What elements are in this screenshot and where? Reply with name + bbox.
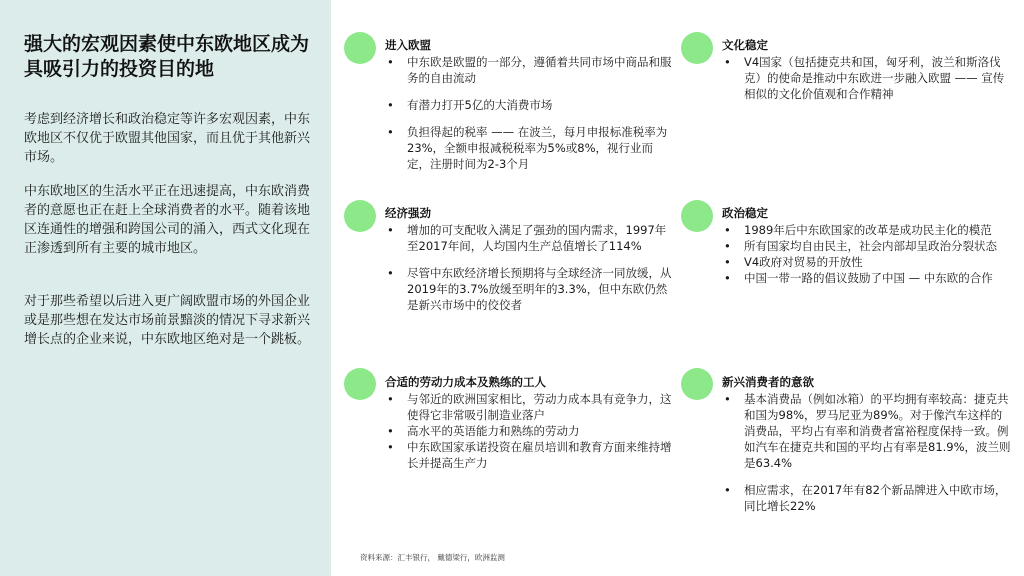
section-title: 进入欧盟 xyxy=(385,38,431,52)
eu-circle-icon xyxy=(344,32,376,64)
source-footnote: 资料来源：汇丰银行， 戴德梁行，欧洲监测 xyxy=(360,553,505,562)
list-item: • 中东欧国家承诺投资在雇员培训和教育方面来维持增长并提高生产力 xyxy=(387,440,672,470)
politics-circle-icon xyxy=(681,200,713,232)
intro-paragraph-2: 中东欧地区的生活水平正在迅速提高，中东欧消费者的意愿也正在赶上全球消费者的水平。随着该地区连通性的增强和跨国公司的涌入，西式文化现在正渗透到所有主要的城市地区。 xyxy=(24,184,311,256)
consumer-circle-icon xyxy=(681,368,713,400)
list-item: • 中国一带一路的倡议鼓励了中国 — 中东欧的合作 xyxy=(724,271,993,285)
section-eu-access xyxy=(385,37,675,172)
section-title: 经济强劲 xyxy=(385,206,431,220)
section-title: 新兴消费者的意欲 xyxy=(722,375,814,389)
section-title: 文化稳定 xyxy=(722,38,768,52)
list-item: • 中东欧是欧盟的一部分，遵循着共同市场中商品和服务的自由流动 xyxy=(387,55,672,85)
list-item: • 基本消费品（例如冰箱）的平均拥有率较高：捷克共和国为98%，罗马尼亚为89%。对于像汽车这样的消费品，平均占有率和消费者富裕程度保持一致。例如汽车在捷克共和国的平均占有率是81.9%，波兰则是63.4% xyxy=(724,392,1011,470)
section-culture-stability xyxy=(722,37,1012,102)
section-title: 政治稳定 xyxy=(722,206,768,220)
section-politics xyxy=(722,205,1012,286)
intro-paragraph-1: 考虑到经济增长和政治稳定等许多宏观因素，中东欧地区不仅优于欧盟其他国家，而且优于其他新兴市场。 xyxy=(24,112,311,165)
page-title: 强大的宏观因素使中东欧地区成为具吸引力的投资目的地 xyxy=(24,33,310,80)
list-item: • 高水平的英语能力和熟练的劳动力 xyxy=(387,424,580,438)
list-item: • 负担得起的税率 —— 在波兰，每月申报标准税率为23%，全额申报减税税率为5%或8%，视行业而定，注册时间为2-3个月 xyxy=(387,125,668,171)
list-item: • 1989年后中东欧国家的改革是成功民主化的模范 xyxy=(724,223,992,237)
list-item: • 尽管中东欧经济增长预期将与全球经济一同放缓，从2019年的3.7%放缓至明年的3.3%，但中东欧仍然是新兴市场中的佼佼者 xyxy=(387,266,672,312)
section-economy xyxy=(385,205,675,313)
list-item: • 增加的可支配收入满足了强劲的国内需求，1997年至2017年间，人均国内生产总值增长了114% xyxy=(387,223,667,253)
list-item: • 与邻近的欧洲国家相比，劳动力成本具有竞争力，这使得它非常吸引制造业落户 xyxy=(387,392,672,422)
list-item: • V4国家（包括捷克共和国，匈牙利，波兰和斯洛伐克）的使命是推动中东欧进一步融入欧盟 —— 宣传相似的文化价值观和合作精神 xyxy=(724,55,1005,101)
section-labor xyxy=(385,374,675,471)
intro-paragraph-3: 对于那些希望以后进入更广阔欧盟市场的外国企业或是那些想在发达市场前景黯淡的情况下寻求新兴增长点的企业来说，中东欧地区绝对是一个跳板。 xyxy=(24,294,311,347)
list-item: • 相应需求，在2017年有82个新品牌进入中欧市场，同比增长22% xyxy=(724,483,1007,513)
list-item: • 所有国家均自由民主，社会内部却呈政治分裂状态 xyxy=(724,239,997,253)
section-title: 合适的劳动力成本及熟练的工人 xyxy=(385,375,546,389)
labor-circle-icon xyxy=(344,368,376,400)
culture-circle-icon xyxy=(681,32,713,64)
economy-circle-icon xyxy=(344,200,376,232)
section-consumer xyxy=(722,374,1012,514)
list-item: • V4政府对贸易的开放性 xyxy=(724,255,863,269)
intro-panel xyxy=(0,0,331,576)
list-item: • 有潜力打开5亿的大消费市场 xyxy=(387,98,553,112)
